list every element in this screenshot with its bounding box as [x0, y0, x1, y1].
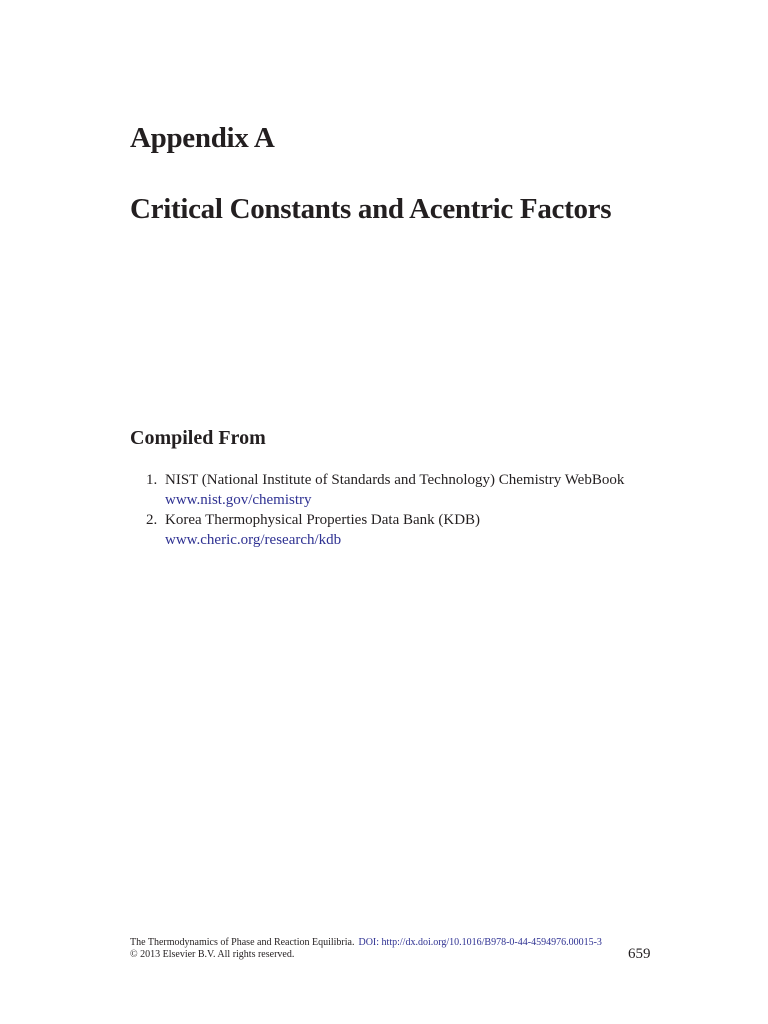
source-number: 1. — [146, 472, 158, 488]
source-list — [146, 470, 624, 550]
source-item-kdb — [146, 510, 624, 550]
source-number: 2. — [146, 512, 158, 528]
source-body — [165, 470, 624, 510]
nist-link[interactable]: www.nist.gov/chemistry — [165, 492, 312, 508]
footer — [130, 937, 602, 961]
doi-link[interactable]: http://dx.doi.org/10.1016/B978-0-44-4594976.00015-3 — [381, 937, 602, 948]
source-text: Korea Thermophysical Properties Data Bank (KDB) — [165, 512, 481, 528]
page-number: 659 — [628, 946, 651, 962]
source-item-nist — [146, 470, 624, 510]
copyright-notice: © 2013 Elsevier B.V. All rights reserved. — [130, 949, 295, 960]
source-text: NIST (National Institute of Standards and Technology) Chemistry WebBook — [165, 472, 625, 488]
doi-label: DOI: — [358, 937, 380, 948]
kdb-link[interactable]: www.cheric.org/research/kdb — [165, 532, 342, 548]
chapter-title: Critical Constants and Acentric Factors — [130, 193, 612, 225]
source-body — [165, 510, 480, 550]
book-title: The Thermodynamics of Phase and Reaction Equilibria. — [130, 937, 355, 948]
footer-citation-line — [130, 937, 602, 949]
appendix-label: Appendix A — [130, 122, 275, 154]
compiled-from-heading: Compiled From — [130, 427, 266, 449]
